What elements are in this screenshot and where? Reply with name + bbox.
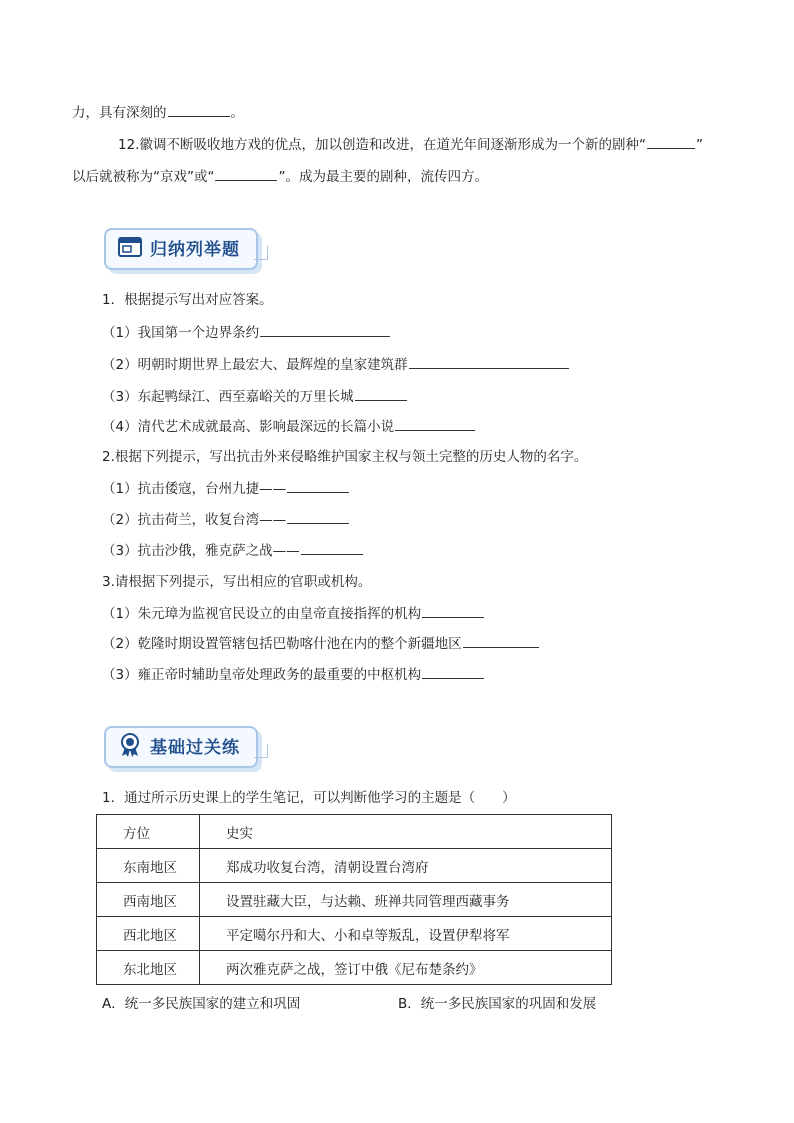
medal-icon xyxy=(118,733,142,757)
notes-table xyxy=(96,814,612,985)
table-cell: 西南地区 xyxy=(97,883,200,917)
item-text: （3）雍正帝时辅助皇帝处理政务的最重要的中枢机构 xyxy=(102,667,422,683)
answer-blank[interactable] xyxy=(422,664,484,679)
q1-item-3 xyxy=(102,386,408,407)
q2-stem: 2.根据下列提示，写出抗击外来侵略维护国家主权与领土完整的历史人物的名字。 xyxy=(102,449,588,465)
item-text: （4）清代艺术成就最高、影响最深远的长篇小说 xyxy=(102,419,395,435)
table-cell: 郑成功收复台湾，清朝设置台湾府 xyxy=(200,849,612,883)
corner-deco-icon xyxy=(254,744,268,758)
q12-line1 xyxy=(118,134,703,155)
item-text: （3）抗击沙俄，雅克萨之战—— xyxy=(102,543,300,559)
table-header-row xyxy=(97,815,612,849)
q2-item-3 xyxy=(102,540,364,561)
q12-close: ” xyxy=(695,137,703,153)
section-title: 基础过关练 xyxy=(150,738,240,758)
q2-item-2 xyxy=(102,509,350,530)
corner-deco-icon xyxy=(254,246,268,260)
table-row xyxy=(97,849,612,883)
q2-item-1 xyxy=(102,478,350,499)
answer-blank[interactable] xyxy=(260,322,390,337)
table-cell: 西北地区 xyxy=(97,917,200,951)
table-cell: 两次雅克萨之战，签订中俄《尼布楚条约》 xyxy=(200,951,612,985)
q1-item-1 xyxy=(102,322,391,343)
item-text: （2）乾隆时期设置管辖包括巴勒喀什池在内的整个新疆地区 xyxy=(102,636,462,652)
table-cell: 平定噶尔丹和大、小和卓等叛乱，设置伊犁将军 xyxy=(200,917,612,951)
table-row xyxy=(97,951,612,985)
answer-blank[interactable] xyxy=(287,478,349,493)
answer-blank[interactable] xyxy=(168,102,230,117)
intro-line1 xyxy=(72,102,244,123)
item-text: （2）明朝时期世界上最宏大、最辉煌的皇家建筑群 xyxy=(102,357,408,373)
table-header-cell: 方位 xyxy=(97,815,200,849)
table-cell: 东北地区 xyxy=(97,951,200,985)
q3-item-3 xyxy=(102,664,485,685)
q3-item-2 xyxy=(102,633,540,654)
q12-line2-b: ”。成为最主要的剧种，流传四方。 xyxy=(278,169,488,185)
answer-blank[interactable] xyxy=(409,354,569,369)
item-text: （1）抗击倭寇，台州九捷—— xyxy=(102,481,287,497)
option-b[interactable]: B．统一多民族国家的巩固和发展 xyxy=(398,996,597,1012)
answer-blank[interactable] xyxy=(463,633,539,648)
q12-line2-a: 以后就被称为“京戏”或“ xyxy=(72,169,215,185)
option-a[interactable]: A．统一多民族国家的建立和巩固 xyxy=(102,996,301,1012)
section-title: 归纳列举题 xyxy=(150,240,240,260)
answer-blank[interactable] xyxy=(395,416,475,431)
item-text: （1）朱元璋为监视官民设立的由皇帝直接指挥的机构 xyxy=(102,606,422,622)
answer-blank[interactable] xyxy=(422,603,484,618)
table-row xyxy=(97,883,612,917)
answer-blank[interactable] xyxy=(215,166,277,181)
table-row xyxy=(97,917,612,951)
table-header-cell: 史实 xyxy=(200,815,612,849)
answer-blank[interactable] xyxy=(355,386,407,401)
q1-stem: 1．根据提示写出对应答案。 xyxy=(102,292,273,308)
table-cell: 东南地区 xyxy=(97,849,200,883)
q1-item-4 xyxy=(102,416,476,437)
answer-blank[interactable] xyxy=(301,540,363,555)
intro-text: 力，具有深刻的 xyxy=(72,105,167,121)
section-header-summary xyxy=(104,228,274,274)
q1-item-2 xyxy=(102,354,570,375)
item-text: （2）抗击荷兰，收复台湾—— xyxy=(102,512,287,528)
q3-item-1 xyxy=(102,603,485,624)
q12-line2 xyxy=(72,166,488,187)
answer-blank[interactable] xyxy=(647,134,695,149)
item-text: （1）我国第一个边界条约 xyxy=(102,325,260,341)
mc1-stem: 1．通过所示历史课上的学生笔记，可以判断他学习的主题是（ ） xyxy=(102,790,516,806)
window-icon xyxy=(118,236,142,258)
section-header-basic xyxy=(104,726,274,772)
q3-stem: 3.请根据下列提示，写出相应的官职或机构。 xyxy=(102,574,372,590)
intro-end: 。 xyxy=(230,105,244,121)
item-text: （3）东起鸭绿江、西至嘉峪关的万里长城 xyxy=(102,389,354,405)
answer-blank[interactable] xyxy=(287,509,349,524)
table-cell: 设置驻藏大臣，与达赖、班禅共同管理西藏事务 xyxy=(200,883,612,917)
q12-text: 12.徽调不断吸收地方戏的优点，加以创造和改进，在道光年间逐渐形成为一个新的剧种“ xyxy=(118,137,646,153)
